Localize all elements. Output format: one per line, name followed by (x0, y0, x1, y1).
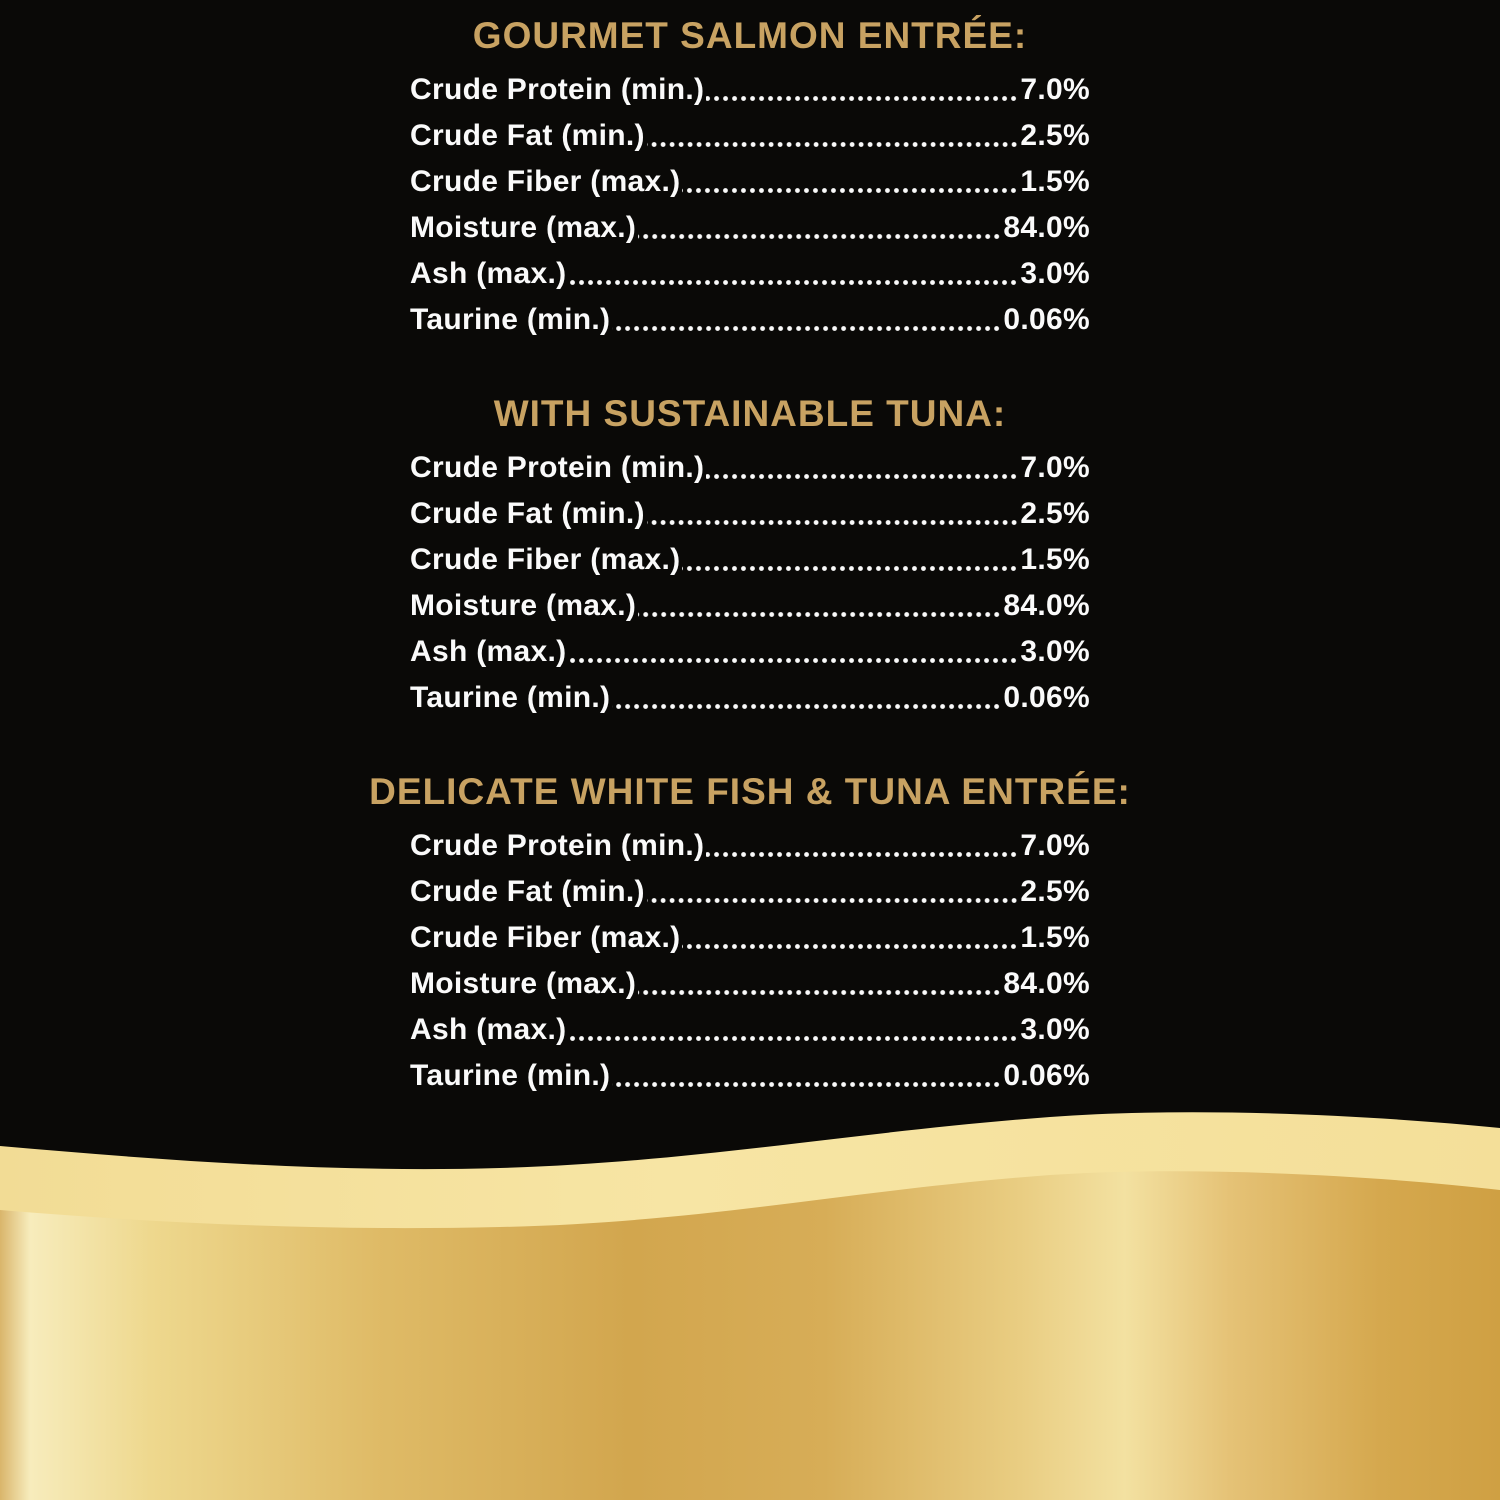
dot-leader (682, 944, 1018, 949)
row-label: Crude Fiber (max.) (410, 921, 681, 954)
analysis-row (410, 675, 1090, 721)
analysis-row (410, 445, 1090, 491)
dot-leader (682, 566, 1018, 571)
analysis-row (410, 583, 1090, 629)
section-white-fish-tuna (0, 769, 1500, 1099)
analysis-row (410, 205, 1090, 251)
analysis-row (410, 629, 1090, 675)
dot-leader (638, 234, 1001, 239)
analysis-rows (410, 445, 1090, 721)
section-gourmet-salmon (0, 13, 1500, 343)
row-value: 3.0% (1020, 635, 1090, 668)
analysis-row (410, 537, 1090, 583)
dot-leader (612, 704, 1001, 709)
row-label: Ash (max.) (410, 257, 567, 290)
row-value: 0.06% (1003, 303, 1090, 336)
analysis-row (410, 869, 1090, 915)
row-value: 84.0% (1003, 967, 1090, 1000)
analysis-rows (410, 823, 1090, 1099)
row-label: Crude Fat (min.) (410, 875, 645, 908)
row-value: 84.0% (1003, 589, 1090, 622)
dot-leader (612, 326, 1001, 331)
section-title: WITH SUSTAINABLE TUNA: (493, 393, 1007, 434)
section-title: GOURMET SALMON ENTRÉE: (472, 15, 1028, 56)
analysis-row (410, 113, 1090, 159)
row-label: Ash (max.) (410, 635, 567, 668)
row-value: 3.0% (1020, 1013, 1090, 1046)
row-label: Crude Protein (min.) (410, 73, 705, 106)
dot-leader (706, 96, 1018, 101)
row-value: 2.5% (1020, 875, 1090, 908)
row-label: Moisture (max.) (410, 967, 637, 1000)
row-label: Taurine (min.) (410, 681, 611, 714)
analysis-row (410, 159, 1090, 205)
analysis-row (410, 823, 1090, 869)
dot-leader (706, 474, 1018, 479)
dot-leader (568, 658, 1018, 663)
row-label: Crude Fat (min.) (410, 497, 645, 530)
row-value: 7.0% (1020, 451, 1090, 484)
row-label: Crude Protein (min.) (410, 451, 705, 484)
analysis-row (410, 251, 1090, 297)
dot-leader (568, 1036, 1018, 1041)
row-value: 2.5% (1020, 497, 1090, 530)
row-label: Crude Fat (min.) (410, 119, 645, 152)
row-value: 1.5% (1020, 543, 1090, 576)
dot-leader (647, 520, 1019, 525)
row-label: Crude Fiber (max.) (410, 165, 681, 198)
dot-leader (647, 898, 1019, 903)
analysis-row (410, 491, 1090, 537)
row-value: 84.0% (1003, 211, 1090, 244)
analysis-row (410, 961, 1090, 1007)
analysis-rows (410, 67, 1090, 343)
dot-leader (682, 188, 1018, 193)
gold-wave-decoration (0, 1080, 1500, 1500)
analysis-row (410, 67, 1090, 113)
row-value: 1.5% (1020, 921, 1090, 954)
dot-leader (647, 142, 1019, 147)
analysis-row (410, 297, 1090, 343)
row-value: 3.0% (1020, 257, 1090, 290)
dot-leader (638, 612, 1001, 617)
section-sustainable-tuna (0, 391, 1500, 721)
row-value: 0.06% (1003, 1059, 1090, 1092)
dot-leader (638, 990, 1001, 995)
dot-leader (568, 280, 1018, 285)
section-title: DELICATE WHITE FISH & TUNA ENTRÉE: (369, 771, 1131, 812)
row-label: Crude Fiber (max.) (410, 543, 681, 576)
row-label: Crude Protein (min.) (410, 829, 705, 862)
analysis-row (410, 915, 1090, 961)
row-value: 7.0% (1020, 829, 1090, 862)
row-label: Taurine (min.) (410, 1059, 611, 1092)
row-label: Taurine (min.) (410, 303, 611, 336)
row-value: 7.0% (1020, 73, 1090, 106)
row-label: Ash (max.) (410, 1013, 567, 1046)
row-label: Moisture (max.) (410, 211, 637, 244)
row-label: Moisture (max.) (410, 589, 637, 622)
analysis-row (410, 1007, 1090, 1053)
row-value: 1.5% (1020, 165, 1090, 198)
row-value: 2.5% (1020, 119, 1090, 152)
dot-leader (706, 852, 1018, 857)
row-value: 0.06% (1003, 681, 1090, 714)
